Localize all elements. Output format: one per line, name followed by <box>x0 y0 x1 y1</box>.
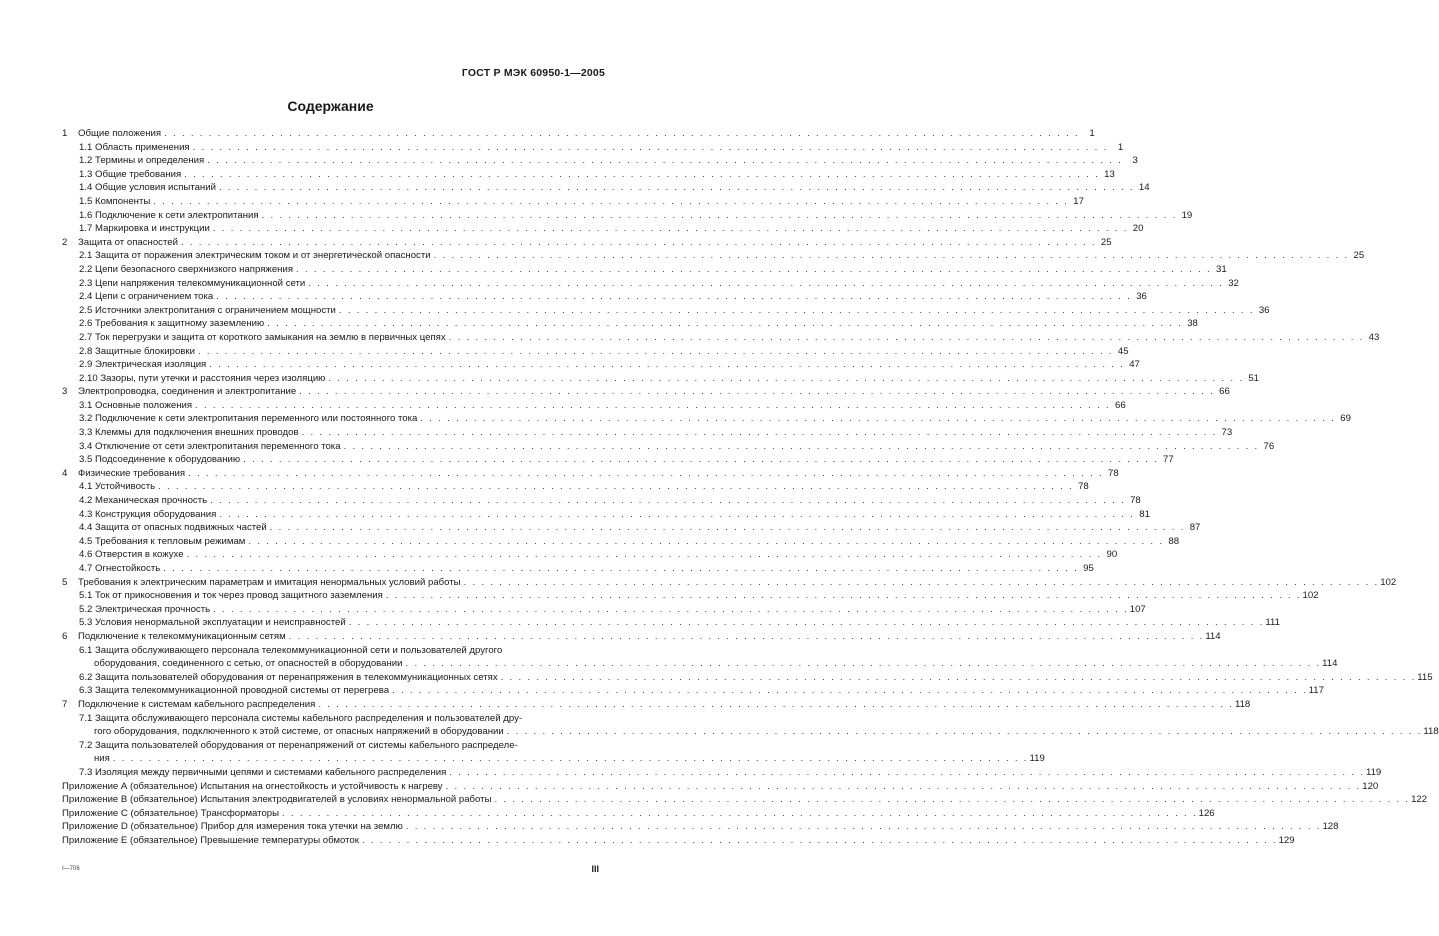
toc-entry-title: 1.4 Общие условия испытаний <box>79 182 216 194</box>
toc-entry-title: 1.2 Термины и определения <box>79 155 205 167</box>
toc-entry-page: 78 <box>1108 467 1119 479</box>
toc-entry[interactable] <box>62 453 1174 467</box>
toc-entry[interactable] <box>62 222 1144 236</box>
dot-leader <box>198 345 1112 359</box>
toc-entry-page: 114 <box>1205 630 1221 642</box>
toc-entry[interactable] <box>62 698 1251 712</box>
toc-entry[interactable] <box>62 630 1221 644</box>
dot-leader <box>420 412 1334 426</box>
toc-entry-title: 6.2 Защита пользователей оборудования от перенапряжения в телекоммуникационных сетях <box>79 671 498 683</box>
toc-entry[interactable] <box>62 820 1339 834</box>
toc-entry-title: Электропроводка, соединения и электропитание <box>78 386 297 398</box>
toc-entry[interactable] <box>62 154 1138 168</box>
toc-entry-page: 25 <box>1100 236 1112 248</box>
toc-entry-page: 120 <box>1362 780 1379 792</box>
toc-entry-page: 36 <box>1136 291 1147 303</box>
toc-entry-title: 3.1 Основные положения <box>79 399 193 411</box>
toc-entry-title: 2.8 Защитные блокировки <box>79 345 195 357</box>
toc-entry-line: 7.1 Защита обслуживающего персонала системы кабельного распределения и пользователей дру- <box>79 712 523 724</box>
toc-entry[interactable] <box>62 399 1126 413</box>
toc-entry[interactable] <box>62 480 1089 494</box>
toc-entry-page: 19 <box>1181 209 1193 221</box>
toc-entry-title: Физические требования <box>78 467 186 479</box>
toc-entry[interactable] <box>62 236 1112 250</box>
toc-entry-title: Защита от опасностей <box>78 236 178 248</box>
toc-entry[interactable] <box>62 168 1115 182</box>
toc-entry-page: 107 <box>1129 603 1146 615</box>
dot-leader <box>163 562 1077 576</box>
toc-entry[interactable] <box>62 141 1124 155</box>
toc-entry-title: 1.3 Общие требования <box>79 168 182 180</box>
toc-entry[interactable] <box>62 793 1428 807</box>
toc-entry-page: 115 <box>1417 671 1433 683</box>
toc-entry-title: Приложение D (обязательное) Прибор для измерения тока утечки на землю <box>62 821 403 833</box>
toc-entry-page: 77 <box>1163 454 1174 466</box>
dot-leader <box>207 154 1121 168</box>
dot-leader <box>339 304 1253 318</box>
toc-entry-title: 7.3 Изоляция между первичными цепями и системами кабельного распределения <box>79 766 447 778</box>
toc-entry-title: 2.4 Цепи с ограничением тока <box>79 291 214 303</box>
toc-entry-page: 20 <box>1132 223 1144 235</box>
dot-leader <box>248 535 1162 549</box>
toc-entry-page: 38 <box>1187 318 1198 330</box>
toc-entry-title: 2.7 Ток перегрузки и защита от короткого замыкания на землю в первичных цепях <box>79 331 446 343</box>
toc-entry-page: 73 <box>1221 427 1233 439</box>
toc-entry-line: 7.2 Защита пользователей оборудования от перенапряжений от системы кабельного распределе- <box>79 739 518 751</box>
toc-entry-title: 4.7 Огнестойкость <box>79 563 161 574</box>
toc-entry-title: 4.1 Устойчивость <box>79 481 156 493</box>
toc-entry-title: 4.4 Защита от опасных подвижных частей <box>79 522 267 534</box>
toc-entry-title: 1.1 Область применения <box>79 141 190 153</box>
toc-entry-title: 2.5 Источники электропитания с ограничением мощности <box>79 304 336 316</box>
toc-entry[interactable] <box>62 521 1201 535</box>
toc-entry-title: 4.6 Отверстия в кожухе <box>79 549 184 561</box>
toc-entry-title: 3.2 Подключение к сети электропитания переменного или постоянного тока <box>79 413 418 425</box>
dot-leader <box>213 222 1127 236</box>
dot-leader <box>209 358 1123 372</box>
toc-entry-number: 4 <box>62 467 68 479</box>
dot-leader <box>282 807 1196 821</box>
toc-entry-title: 4.2 Механическая прочность <box>79 495 208 507</box>
toc-entry[interactable] <box>62 426 1233 440</box>
toc-entry-page: 95 <box>1083 563 1094 574</box>
document-code: ГОСТ Р МЭК 60950-1—2005 <box>461 67 605 79</box>
toc-entry-number: 5 <box>62 576 68 588</box>
dot-leader <box>153 195 1067 209</box>
toc-entry-title: 6.3 Защита телекоммуникационной проводной системы от перегрева <box>79 685 390 697</box>
toc-entry-title: ния <box>94 753 110 765</box>
footer-code: I—706 <box>62 866 80 872</box>
dot-leader <box>406 657 1320 671</box>
toc-entry[interactable] <box>62 807 1215 821</box>
toc-entry[interactable] <box>62 181 1150 195</box>
toc-entry[interactable] <box>62 358 1140 372</box>
toc-entry-line: 6.1 Защита обслуживающего персонала телекоммуникационной сети и пользователей другого <box>79 644 503 656</box>
toc-entry[interactable] <box>62 290 1147 304</box>
toc-entry[interactable] <box>62 304 1270 318</box>
toc-entry-number: 6 <box>62 630 68 642</box>
dot-leader <box>289 630 1203 644</box>
dot-leader <box>296 263 1210 277</box>
toc-entry-title: Приложение С (обязательное) Трансформаторы <box>62 807 280 819</box>
dot-leader <box>507 725 1421 739</box>
dot-leader <box>267 317 1181 331</box>
dot-leader <box>195 399 1109 413</box>
toc-entry[interactable] <box>62 725 1439 739</box>
dot-leader <box>219 508 1133 522</box>
toc-entry[interactable] <box>62 603 1146 617</box>
toc-entry-title: 3.4 Отключение от сети электропитания переменного тока <box>79 440 341 452</box>
dot-leader <box>386 589 1300 603</box>
toc-entry[interactable] <box>62 331 1380 345</box>
toc-entry-title: 1.6 Подключение к сети электропитания <box>79 209 259 221</box>
toc-entry[interactable] <box>62 494 1141 508</box>
toc-entry-page: 90 <box>1106 549 1118 561</box>
dot-leader <box>193 141 1107 155</box>
dot-leader <box>164 127 1078 141</box>
toc-entry-page: 1 <box>1117 141 1124 153</box>
toc-entry-title: Общие положения <box>78 128 162 139</box>
toc-entry-page: 69 <box>1340 413 1351 425</box>
toc-entry[interactable] <box>62 385 1230 399</box>
toc-entry-title: 2.1 Защита от поражения электрическим током и от энергетической опасности <box>79 250 431 262</box>
toc-entry-page: 128 <box>1322 821 1339 833</box>
dot-leader <box>181 236 1095 250</box>
toc-entry[interactable] <box>62 317 1198 331</box>
toc-entry-page: 31 <box>1216 263 1227 275</box>
toc-entry-page: 126 <box>1198 807 1215 819</box>
toc-entry-page: 122 <box>1411 794 1428 806</box>
dot-leader <box>494 793 1408 807</box>
toc-entry-page: 119 <box>1365 766 1382 778</box>
toc-entry[interactable] <box>62 372 1260 386</box>
toc-entry-page: 47 <box>1129 359 1140 371</box>
toc-entry[interactable] <box>62 535 1180 549</box>
toc-entry-title: 4.3 Конструкция оборудования <box>79 508 217 520</box>
dot-leader <box>464 576 1378 590</box>
toc-entry-title: 2.10 Зазоры, пути утечки и расстояния через изоляцию <box>79 372 326 384</box>
dot-leader <box>184 168 1098 182</box>
toc-entry[interactable] <box>62 467 1119 481</box>
dot-leader <box>219 181 1133 195</box>
dot-leader <box>349 616 1263 630</box>
toc-entry[interactable] <box>62 277 1239 291</box>
toc-entry-page: 78 <box>1078 481 1089 493</box>
toc-entry[interactable] <box>62 345 1129 359</box>
toc-entry-title: 2.9 Электрическая изоляция <box>79 359 207 371</box>
toc-entry[interactable] <box>62 562 1094 576</box>
toc-entry-page: 102 <box>1380 576 1397 588</box>
dot-leader <box>501 671 1415 685</box>
dot-leader <box>328 372 1242 386</box>
toc-entry-title: 5.2 Электрическая прочность <box>79 603 211 615</box>
dot-leader <box>344 440 1258 454</box>
toc-entry[interactable] <box>62 249 1365 263</box>
toc-entry-page: 81 <box>1139 508 1150 520</box>
toc-entry-page: 32 <box>1228 277 1239 289</box>
page-title: Содержание <box>287 98 374 114</box>
toc-entry[interactable] <box>62 657 1338 671</box>
dot-leader <box>299 385 1213 399</box>
dot-leader <box>270 521 1184 535</box>
toc-entry-title: оборудования, соединенного с сетью, от опасностей в оборудовании <box>94 658 403 670</box>
toc-entry-page: 1 <box>1089 128 1095 139</box>
dot-leader <box>449 331 1363 345</box>
dot-leader <box>449 766 1363 780</box>
toc-entry[interactable] <box>62 209 1193 223</box>
toc-entry-page: 17 <box>1073 195 1084 207</box>
toc-entry[interactable] <box>62 834 1295 848</box>
toc-entry-title: 1.5 Компоненты <box>79 195 151 207</box>
toc-entry[interactable] <box>62 766 1382 780</box>
dot-leader <box>362 834 1276 848</box>
toc-entry-page: 13 <box>1104 168 1115 180</box>
toc-entry-page: 25 <box>1353 250 1365 262</box>
toc-entry-page: 51 <box>1248 372 1260 384</box>
toc-entry-page: 102 <box>1302 590 1319 602</box>
toc-entry[interactable] <box>62 548 1118 562</box>
toc-entry-page: 88 <box>1168 535 1180 547</box>
toc-entry[interactable] <box>62 508 1150 522</box>
dot-leader <box>318 698 1232 712</box>
page-number: III <box>591 864 599 874</box>
toc-entry-title: 2.2 Цепи безопасного сверхнизкого напряжения <box>79 263 294 275</box>
toc-entry-title: 5.1 Ток от прикосновения и ток через провод защитного заземления <box>79 590 383 602</box>
dot-leader <box>113 752 1027 766</box>
toc-entry-page: 3 <box>1132 155 1138 167</box>
dot-leader <box>302 426 1216 440</box>
toc-entry-page: 129 <box>1278 834 1295 846</box>
toc-entry-page: 119 <box>1029 753 1045 765</box>
toc-entry-page: 66 <box>1219 386 1230 398</box>
toc-entry[interactable] <box>62 263 1227 277</box>
toc-entry-title: 3.5 Подсоединение к оборудованию <box>79 454 241 466</box>
toc-entry[interactable] <box>62 752 1045 766</box>
toc-entry-title: Подключение к телекоммуникационным сетям <box>78 630 286 642</box>
toc-entry-title: гого оборудования, подключенного к этой системе, от опасных напряжений в оборудовании <box>94 726 504 738</box>
toc-entry-number: 7 <box>62 698 68 710</box>
toc-entry-title: 2.3 Цепи напряжения телекоммуникационной сети <box>79 277 306 289</box>
toc-entry-page: 76 <box>1263 440 1275 452</box>
toc-entry-page: 36 <box>1258 304 1270 316</box>
toc-entry-number: 2 <box>62 236 68 248</box>
toc-entry-title: 2.6 Требования к защитному заземлению <box>79 318 265 330</box>
toc-entry-title: Требования к электрическим параметрам и имитация ненормальных условий работы <box>78 576 461 588</box>
dot-leader <box>243 453 1157 467</box>
toc-entry-page: 87 <box>1189 522 1201 534</box>
dot-leader <box>434 249 1348 263</box>
table-of-contents <box>62 127 1439 847</box>
toc-entry-number: 3 <box>62 386 68 398</box>
toc-entry-page: 43 <box>1368 331 1380 343</box>
dot-leader <box>406 820 1320 834</box>
toc-entry-title: Подключение к системам кабельного распределения <box>78 698 316 710</box>
toc-entry[interactable] <box>62 127 1095 141</box>
toc-entry-page: 118 <box>1234 698 1251 710</box>
toc-entry[interactable] <box>62 780 1379 794</box>
toc-entry-page: 45 <box>1117 345 1129 357</box>
toc-entry[interactable] <box>62 576 1397 590</box>
toc-entry-title: Приложение В (обязательное) Испытания электродвигателей в условиях ненормальной работы <box>62 794 492 806</box>
dot-leader <box>210 494 1124 508</box>
dot-leader <box>308 277 1222 291</box>
toc-entry-page: 78 <box>1130 495 1141 507</box>
toc-entry-page: 14 <box>1138 182 1150 194</box>
toc-entry-title: Приложение А (обязательное) Испытания на огнестойкость и устойчивость к нагреву <box>62 780 443 792</box>
dot-leader <box>187 548 1101 562</box>
toc-entry-page: 114 <box>1322 658 1338 670</box>
toc-entry-title: 4.5 Требования к тепловым режимам <box>79 535 246 547</box>
toc-entry-page: 117 <box>1308 685 1324 697</box>
toc-entry[interactable] <box>62 440 1275 454</box>
dot-leader <box>213 603 1127 617</box>
toc-entry[interactable] <box>62 684 1324 698</box>
dot-leader <box>262 209 1176 223</box>
toc-entry[interactable] <box>62 671 1433 685</box>
toc-entry-title: 3.3 Клеммы для подключения внешних проводов <box>79 427 299 439</box>
toc-entry-page: 66 <box>1115 399 1126 411</box>
dot-leader <box>446 780 1360 794</box>
toc-entry-number: 1 <box>62 128 68 139</box>
dot-leader <box>392 684 1306 698</box>
toc-entry-title: 1.7 Маркировка и инструкции <box>79 223 210 235</box>
dot-leader <box>188 467 1102 481</box>
dot-leader <box>216 290 1130 304</box>
toc-entry-title: Приложение Е (обязательное) Превышение температуры обмоток <box>62 834 359 846</box>
toc-entry[interactable] <box>62 412 1351 426</box>
toc-entry-page: 111 <box>1265 617 1280 629</box>
toc-entry[interactable] <box>62 616 1280 630</box>
dot-leader <box>158 480 1072 494</box>
toc-entry[interactable] <box>62 195 1084 209</box>
toc-entry[interactable] <box>62 589 1319 603</box>
toc-entry-title: 5.3 Условия ненормальной эксплуатации и неисправностей <box>79 617 346 629</box>
toc-entry-page: 118 <box>1423 726 1439 738</box>
